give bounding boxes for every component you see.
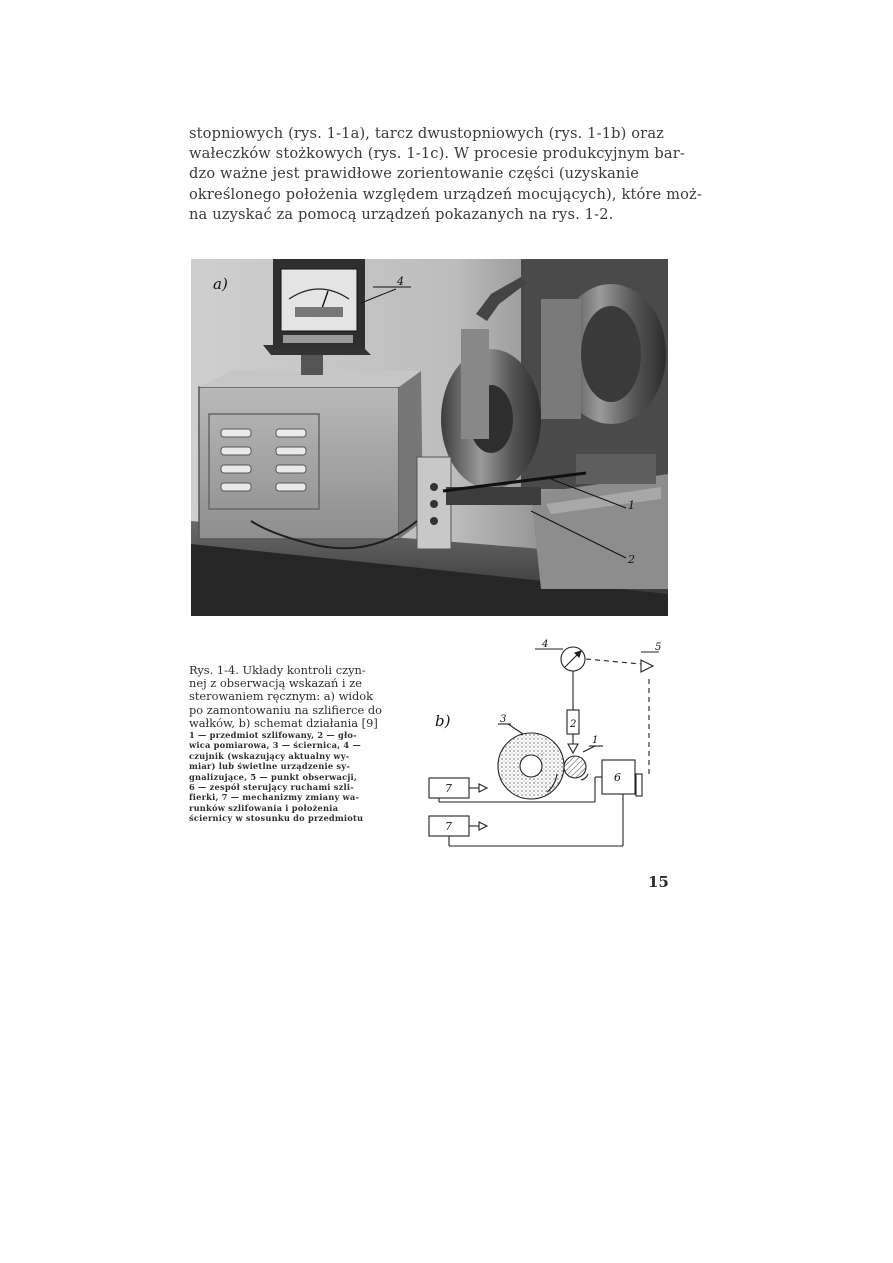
photo-callout-2: 2	[628, 553, 635, 566]
photo-panel-label: a)	[213, 275, 228, 293]
label-grinding-wheel: 3	[500, 714, 507, 725]
caption-line: wałków, b) schemat działania [9]	[189, 716, 378, 730]
figure-caption	[189, 664, 401, 823]
label-observation-point: 5	[655, 642, 662, 653]
legend-line: 6 — zespół sterujący ruchami szli-	[189, 781, 354, 792]
photo-callout-4: 4	[397, 275, 404, 288]
legend-line: miar) lub świetlne urządzenie sy-	[189, 761, 350, 772]
legend-line: ściernicy w stosunku do przedmiotu	[189, 813, 364, 824]
schematic-drawing	[425, 634, 670, 856]
paragraph-line: stopniowych (rys. 1-1a), tarcz dwustopniowych (rys. 1-1b) oraz	[189, 125, 665, 142]
paragraph-line: dzo ważne jest prawidłowe zorientowanie części (uzyskanie	[189, 165, 640, 183]
caption-line: sterowaniem ręcznym: a) widok	[189, 690, 374, 704]
legend-line: 1 — przedmiot szlifowany, 2 — gło-	[189, 729, 357, 740]
legend-line: fierki, 7 — mechanizmy zmiany wa-	[189, 792, 360, 803]
page-number: 15	[648, 873, 669, 891]
body-paragraph	[189, 124, 702, 225]
legend-line: runków szlifowania i położenia	[189, 802, 339, 813]
schematic-panel-label: b)	[435, 712, 451, 730]
paragraph-line: wałeczków stożkowych (rys. 1-1c). W procesie produkcyjnym bar-	[189, 145, 685, 163]
label-measuring-head: 2	[570, 719, 577, 730]
photo-callout-1: 1	[628, 499, 635, 512]
observation-point	[641, 660, 653, 672]
label-mechanism-bottom: 7	[445, 820, 452, 833]
machine-photo-drawing	[191, 259, 668, 616]
paragraph-line: określonego położenia względem urządzeń mocujących), które moż-	[189, 185, 702, 203]
legend-line: wica pomiarowa, 3 — ściernica, 4 —	[189, 740, 361, 751]
caption-line: po zamontowaniu na szlifierce do	[189, 703, 383, 717]
legend-line: czujnik (wskazujący aktualny wy-	[189, 750, 350, 761]
caption-line: Rys. 1-4. Układy kontroli czyn-	[189, 664, 366, 677]
label-workpiece: 1	[592, 735, 599, 746]
caption-line: nej z obserwacją wskazań i ze	[189, 677, 362, 691]
legend-line: gnalizujące, 5 — punkt obserwacji,	[189, 771, 357, 782]
workpiece	[564, 756, 586, 778]
label-indicator: 4	[542, 639, 549, 650]
control-schematic	[425, 634, 670, 856]
machine-photo	[191, 259, 668, 616]
paragraph-line: na uzyskać za pomocą urządzeń pokazanych na rys. 1-2.	[189, 205, 614, 223]
label-mechanism-top: 7	[445, 782, 452, 795]
label-control-unit: 6	[614, 771, 621, 784]
